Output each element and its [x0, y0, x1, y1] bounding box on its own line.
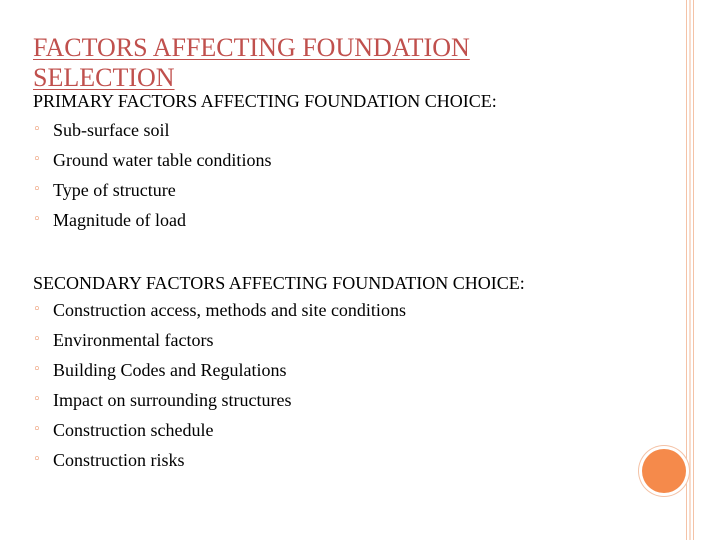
ring-bullet-icon: ◦	[33, 302, 41, 317]
list-item-label: Ground water table conditions	[53, 150, 272, 170]
ring-bullet-icon: ◦	[33, 182, 41, 197]
list-item-label: Environmental factors	[53, 330, 214, 350]
ring-bullet-icon: ◦	[33, 332, 41, 347]
list-item	[33, 145, 271, 175]
list-item-label: Impact on surrounding structures	[53, 390, 292, 410]
decorative-circle	[642, 449, 686, 493]
primary-heading: PRIMARY FACTORS AFFECTING FOUNDATION CHOICE:	[33, 91, 497, 111]
list-item-label: Magnitude of load	[53, 210, 186, 230]
ring-bullet-icon: ◦	[33, 452, 41, 467]
list-item-label: Construction risks	[53, 450, 185, 470]
primary-list	[33, 115, 271, 235]
ring-bullet-icon: ◦	[33, 152, 41, 167]
list-item	[33, 445, 406, 475]
list-item	[33, 295, 406, 325]
secondary-list	[33, 295, 406, 475]
secondary-heading: SECONDARY FACTORS AFFECTING FOUNDATION CHOICE:	[33, 273, 525, 293]
list-item	[33, 205, 271, 235]
list-item-label: Type of structure	[53, 180, 176, 200]
list-item	[33, 325, 406, 355]
ring-bullet-icon: ◦	[33, 122, 41, 137]
decorative-rail-inner	[689, 0, 691, 540]
list-item-label: Construction schedule	[53, 420, 214, 440]
ring-bullet-icon: ◦	[33, 422, 41, 437]
list-item	[33, 385, 406, 415]
ring-bullet-icon: ◦	[33, 392, 41, 407]
list-item-label: Sub-surface soil	[53, 120, 170, 140]
ring-bullet-icon: ◦	[33, 362, 41, 377]
list-item	[33, 175, 271, 205]
list-item	[33, 355, 406, 385]
list-item-label: Building Codes and Regulations	[53, 360, 287, 380]
list-item-label: Construction access, methods and site conditions	[53, 300, 406, 320]
slide-title: FACTORS AFFECTING FOUNDATION SELECTION	[33, 33, 470, 92]
list-item	[33, 115, 271, 145]
list-item	[33, 415, 406, 445]
ring-bullet-icon: ◦	[33, 212, 41, 227]
